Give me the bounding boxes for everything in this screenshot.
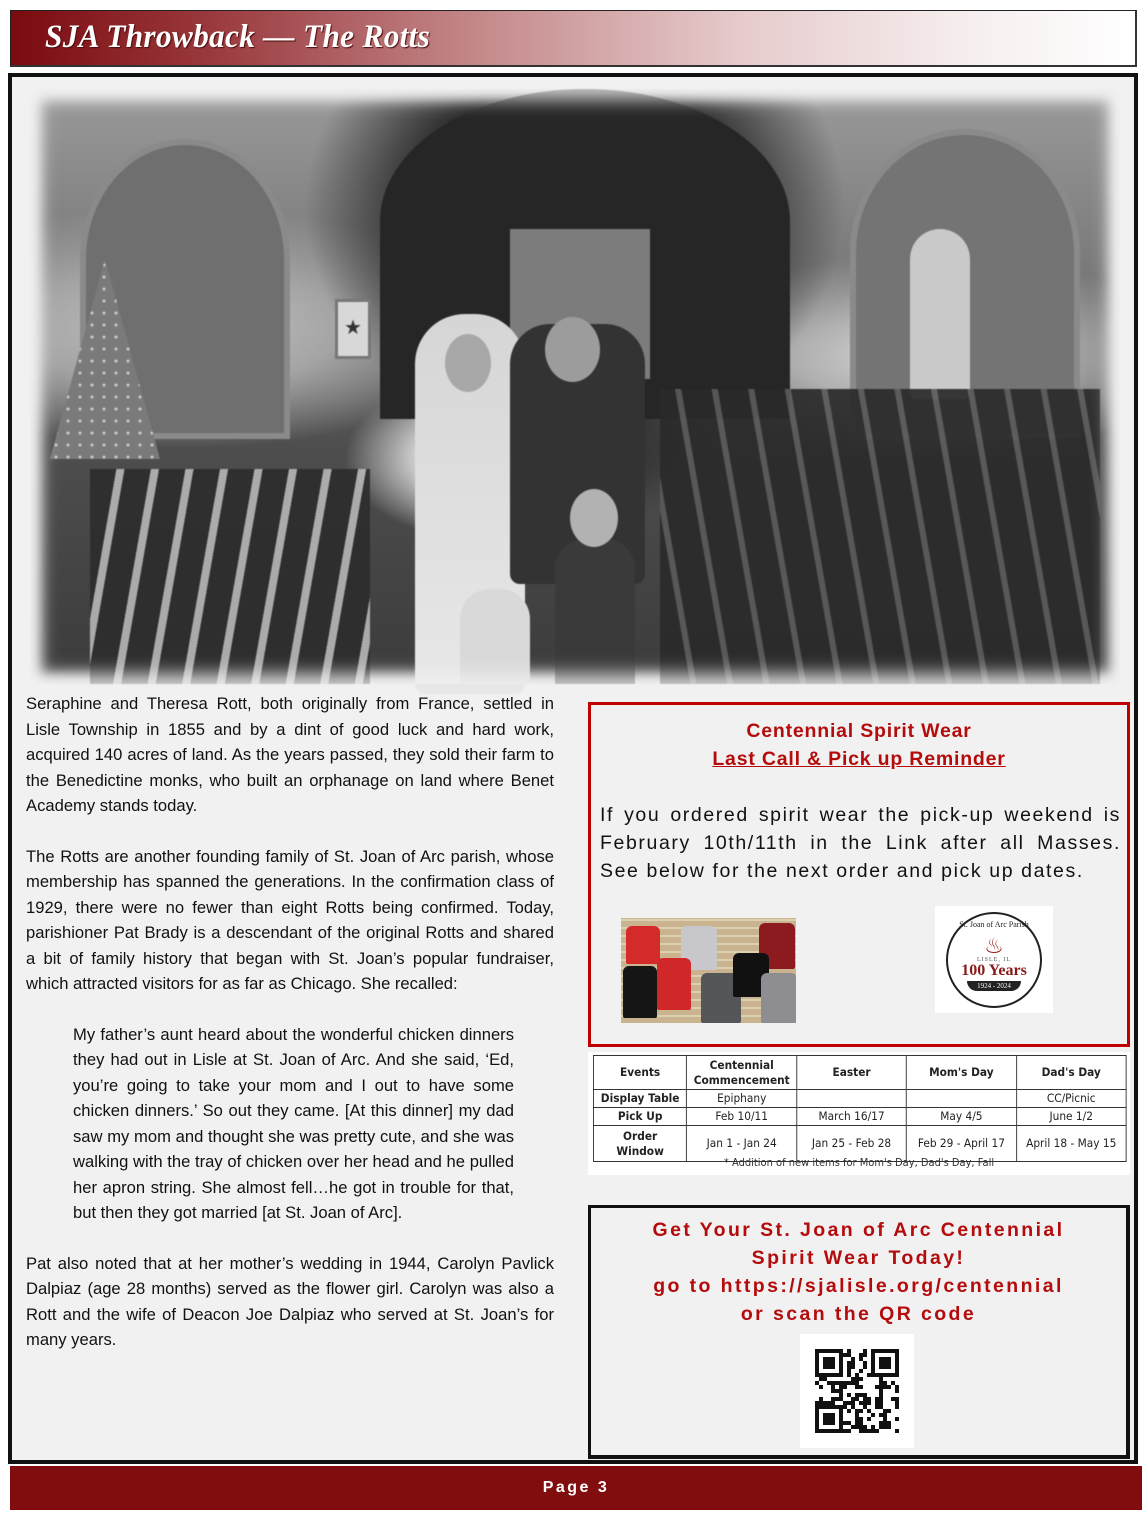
order-text bbox=[591, 1216, 1126, 1328]
flame-icon: ♨ bbox=[984, 932, 1004, 958]
spirit-wear-reminder bbox=[588, 702, 1130, 1047]
table-row bbox=[593, 1090, 1126, 1108]
table-cell: March 16/17 bbox=[797, 1108, 907, 1126]
church-arch bbox=[380, 89, 790, 419]
article-frame bbox=[8, 73, 1138, 1464]
side-altar-right bbox=[850, 129, 1080, 439]
article-paragraph: The Rotts are another founding family of St. Joan of Arc parish, whose membership has spanned the generations. In the confirmation class of 1929, there were no fewer than eight Rotts being confirmed. Today, parishioner Pat Brady is a descendant of the original Rotts and shared a bit of family history that began with St. Joan’s popular fundraiser, which attracted visitors for as far as Chicago. She recalled: bbox=[26, 846, 554, 993]
order-line: Get Your St. Joan of Arc Centennial bbox=[652, 1219, 1065, 1241]
qr-code-icon bbox=[815, 1349, 899, 1433]
ring-bearer-head bbox=[570, 489, 618, 547]
side-altar-left bbox=[80, 139, 290, 439]
page-title: SJA Throwback — The Rotts bbox=[45, 19, 431, 55]
table-cell: Epiphany bbox=[687, 1090, 797, 1108]
qr-code[interactable] bbox=[800, 1334, 914, 1448]
bride bbox=[415, 314, 525, 694]
centennial-logo bbox=[935, 906, 1053, 1013]
logo-city: LISLE, IL bbox=[977, 956, 1011, 963]
table-row bbox=[593, 1108, 1126, 1126]
spirit-wear-schedule bbox=[588, 1052, 1130, 1175]
order-line: or scan the QR code bbox=[740, 1303, 977, 1325]
order-line: Spirit Wear Today! bbox=[751, 1247, 966, 1269]
column-header: Easter bbox=[797, 1056, 907, 1090]
order-callout bbox=[588, 1205, 1130, 1459]
pews-right bbox=[660, 389, 1100, 684]
article-paragraph: Pat also noted that at her mother’s wedding in 1944, Carolyn Pavlick Dalpiaz (age 28 months) served as the flower girl. Carolyn was also a Rott and the wife of Deacon Joe Dalpiaz who served at St. Joan’s for many years. bbox=[26, 1253, 554, 1349]
shirt bbox=[623, 966, 657, 1018]
spirit-wear-photo bbox=[621, 918, 796, 1023]
flower-girl bbox=[460, 589, 530, 684]
service-star-banner bbox=[335, 299, 371, 359]
page-header bbox=[10, 10, 1137, 67]
page-number: Page 3 bbox=[542, 1479, 610, 1496]
schedule-footnote: * Addition of new items for Mom's Day, Dad's Day, Fall bbox=[723, 1156, 995, 1169]
logo-headline: 100 Years bbox=[961, 961, 1027, 979]
table-cell: June 1/2 bbox=[1016, 1108, 1126, 1126]
order-link[interactable]: go to https://sjalisle.org/centennial bbox=[653, 1275, 1064, 1297]
article-paragraph: Seraphine and Theresa Rott, both originally from France, settled in Lisle Township in 1855 and by a dint of good luck and hard work, acquired 140 acres of land. As the years passed, they sold their farm to the Benedictine monks, who built an orphanage on land where Benet Academy stands today. bbox=[26, 694, 554, 815]
table-cell: Jan 25 - Feb 28 bbox=[797, 1126, 907, 1162]
christmas-tree bbox=[50, 259, 160, 459]
pews-left bbox=[90, 469, 370, 684]
column-header: Mom's Day bbox=[906, 1056, 1016, 1090]
spirit-wear-subtitle: Last Call & Pick up Reminder bbox=[712, 748, 1006, 770]
table-cell bbox=[797, 1090, 907, 1108]
article-body bbox=[26, 691, 554, 1378]
schedule-header-row bbox=[593, 1056, 1126, 1090]
shirt bbox=[761, 973, 796, 1023]
bride-head bbox=[445, 334, 491, 392]
page-footer bbox=[10, 1466, 1142, 1510]
shirt bbox=[626, 926, 660, 964]
table-cell: Feb 29 - April 17 bbox=[906, 1126, 1016, 1162]
row-label: Display Table bbox=[593, 1090, 686, 1108]
shirt bbox=[657, 958, 691, 1010]
article-quote: My father’s aunt heard about the wonderful chicken dinners they had out in Lisle at St. Joan of Arc. And she said, ‘Ed, you’re going to take your mom and I out to have some chicken dinners.’ So out they came. [At this dinner] my dad saw my mom and thought she was pretty cute, and she was walking with the tray of chicken over her head and he pulled her apron string. She almost fell…he got in trouble for that, but then they got married [at St. Joan of Arc]. bbox=[73, 1024, 514, 1222]
schedule-table bbox=[593, 1055, 1127, 1162]
table-cell: April 18 - May 15 bbox=[1016, 1126, 1126, 1162]
table-cell: May 4/5 bbox=[906, 1108, 1016, 1126]
statue bbox=[910, 229, 970, 399]
column-header: Centennial Commencement bbox=[687, 1056, 797, 1090]
column-header: Events bbox=[593, 1056, 686, 1090]
logo-dates: 1924 - 2024 bbox=[967, 981, 1021, 991]
groom-head bbox=[545, 317, 600, 382]
row-label: Order Window bbox=[593, 1126, 686, 1162]
table-cell bbox=[906, 1090, 1016, 1108]
qr-module bbox=[895, 1429, 899, 1433]
main-altar bbox=[510, 229, 650, 379]
spirit-wear-title: Centennial Spirit Wear bbox=[746, 720, 972, 742]
table-cell: CC/Picnic bbox=[1016, 1090, 1126, 1108]
table-cell: Feb 10/11 bbox=[687, 1108, 797, 1126]
row-label: Pick Up bbox=[593, 1108, 686, 1126]
star-icon: ★ bbox=[344, 317, 362, 339]
column-header: Dad's Day bbox=[1016, 1056, 1126, 1090]
logo-arc-text: St. Joan of Arc Parish bbox=[959, 919, 1029, 929]
logo-seal bbox=[946, 912, 1042, 1008]
table-cell: Jan 1 - Jan 24 bbox=[687, 1126, 797, 1162]
wedding-photo bbox=[30, 89, 1120, 684]
groom bbox=[510, 324, 645, 584]
spirit-wear-body: If you ordered spirit wear the pick-up weekend is February 10th/11th in the Link after all Masses. See below for the next order and pick up dates. bbox=[600, 804, 1121, 882]
ring-bearer bbox=[555, 539, 635, 684]
